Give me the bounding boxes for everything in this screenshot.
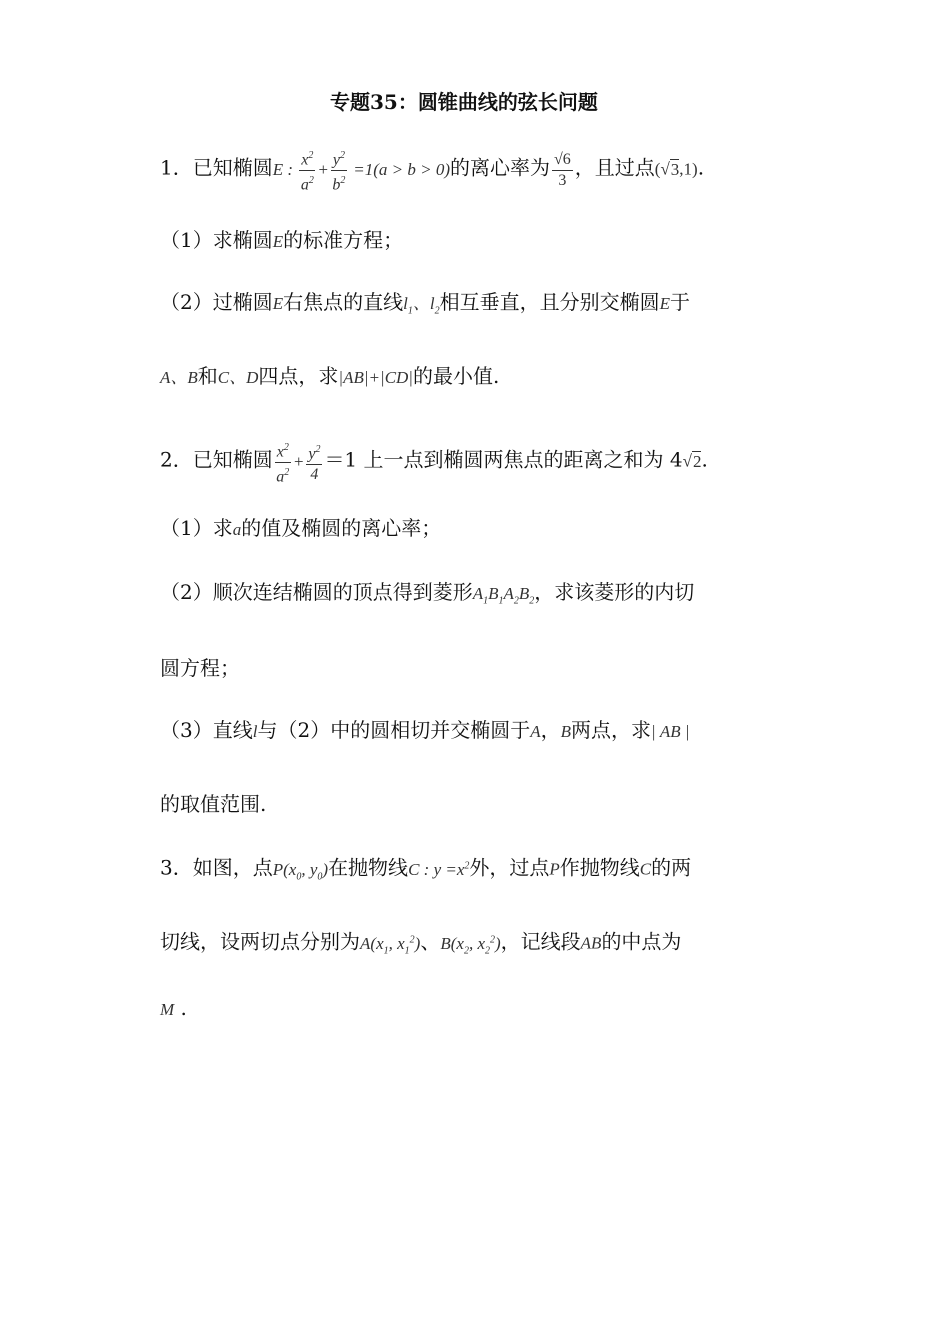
var-e: E: [659, 294, 670, 313]
q1-part2-text-e: 和: [197, 364, 218, 388]
point-a: A: [530, 722, 541, 741]
question-2-part-2: [160, 578, 694, 615]
var-e: E: [272, 294, 284, 313]
var-c: C: [639, 859, 652, 879]
page-title: 专题35：圆锥曲线的弦长问题: [330, 90, 598, 114]
question-3-text-g: 、: [420, 929, 441, 954]
q2-part1-text-b: 的值及椭圆的离心率；: [241, 516, 442, 540]
rhombus-a1b1a2b2: $A_1B_1A_2B_2$: [472, 584, 535, 607]
question-1-part-1: [160, 226, 403, 256]
points-c-d: C、D: [217, 368, 259, 387]
question-3-text-e: 的两: [651, 855, 692, 880]
q2-part3-text-d: 两点，求: [570, 718, 651, 742]
question-3-text-b: 在抛物线: [328, 855, 409, 880]
question-2-text-a: 已知椭圆: [192, 447, 273, 472]
q1-part2-text-d: 于: [669, 290, 690, 314]
question-2-text-c: .: [701, 447, 708, 472]
var-e: E: [272, 232, 284, 251]
question-1-text-a: 已知椭圆: [192, 155, 273, 180]
point-b: B: [560, 722, 571, 741]
question-2-part-1: [160, 514, 441, 544]
q1-part2-text-b: 右焦点的直线: [283, 290, 404, 314]
question-3-line-1: [160, 852, 691, 891]
q1-part2-text-a: （2）过椭圆: [160, 290, 273, 314]
q2-part3-text-a: （3）直线: [160, 718, 253, 742]
question-1-text-d: .: [697, 155, 705, 180]
lines-l1-l2: $l_1$、$l_2$: [403, 294, 440, 317]
q1-part1-text-b: 的标准方程；: [283, 228, 404, 252]
var-a: a: [232, 520, 242, 539]
question-3-text-h: ，记线段: [500, 929, 581, 954]
q1-part2-text-f: 四点，求: [258, 364, 339, 388]
parabola-c: C : $y =x^2$: [408, 859, 470, 879]
question-1-part-2-cont: [160, 362, 499, 392]
question-3-text-d: 作抛物线: [559, 855, 640, 880]
q2-part3-text-c: ，: [540, 718, 561, 742]
question-1-text-c: ，且过点: [574, 155, 655, 180]
ellipse-equation-2: $\frac{x^2}{a^2}$ + $\frac{y^2}{4}$: [273, 452, 325, 471]
sqrt-2: √2: [682, 451, 702, 471]
question-2-text-b: ＝1 上一点到椭圆两焦点的距离之和为 4: [324, 447, 683, 472]
question-2-line-1: [160, 438, 708, 488]
q2-part2-text-b: ，求该菱形的内切: [534, 580, 695, 604]
point-sqrt3-1: (√3,1): [654, 159, 698, 179]
abs-ab: | AB |: [650, 722, 690, 741]
q2-part2-text-a: （2）顺次连结椭圆的顶点得到菱形: [160, 580, 473, 604]
point-p: $P(x_0$, $y_0$): [272, 859, 329, 883]
question-1-text-b: 的离心率为: [450, 155, 550, 180]
question-3-line-2: [160, 926, 681, 965]
segment-ab: AB: [580, 933, 602, 953]
point-b-tangent: $B(x_2$, $x_2^2$): [440, 933, 501, 957]
q1-part2-text-g: 的最小值.: [412, 364, 500, 388]
question-3-text-f: 切线，设两切点分别为: [160, 929, 360, 954]
question-3-text-i: 的中点为: [601, 929, 682, 954]
question-1-line-1: [160, 146, 704, 196]
q1-part2-text-c: 相互垂直，且分别交椭圆: [439, 290, 660, 314]
q2-part1-text-a: （1）求: [160, 516, 233, 540]
q2-part3-text-b: 与（2）中的圆相切并交椭圆于: [257, 718, 531, 742]
var-p: P: [549, 859, 560, 879]
question-1-number: 1．: [160, 155, 193, 180]
question-3-text-a: 如图，点: [192, 855, 273, 880]
question-2-part-3-cont: 的取值范围.: [160, 792, 267, 816]
q1-part1-text-a: （1）求椭圆: [160, 228, 273, 252]
question-3-number: 3．: [160, 855, 193, 880]
question-2-part-2-cont: 圆方程；: [160, 656, 240, 680]
point-a-tangent: $A(x_1$, $x_1^2$): [360, 933, 421, 957]
question-3-line-3: [160, 994, 187, 1024]
ellipse-e-equation: E : $\frac{x^2}{a^2}$ + $\frac{y^2}{b^2}$ =1(a > b > 0): [273, 160, 450, 179]
eccentricity-value: $\frac{√6}{3}$: [554, 151, 571, 190]
points-a-b: A、B: [160, 368, 198, 387]
question-1-part-2: [160, 288, 690, 325]
var-m: M: [160, 1000, 175, 1019]
question-2-number: 2．: [160, 447, 193, 472]
var-l: l: [252, 722, 258, 741]
question-2-part-3: [160, 716, 690, 746]
question-3-text-c: 外，过点: [469, 855, 550, 880]
question-3-text-j: .: [180, 996, 187, 1020]
sum-ab-cd: |AB|+|CD|: [338, 368, 413, 387]
